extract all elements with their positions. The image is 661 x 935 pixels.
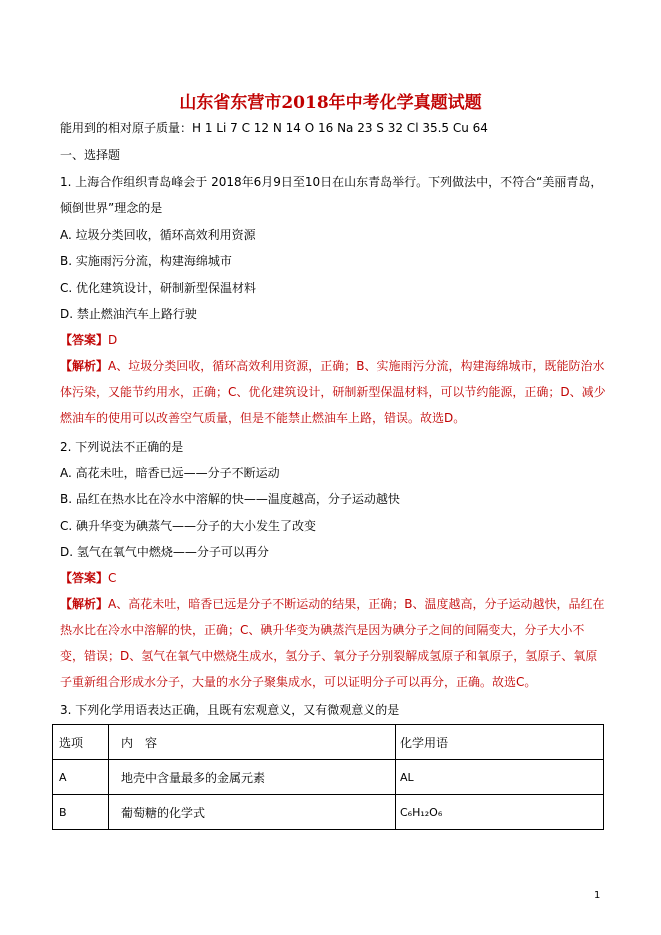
q3-table [52, 724, 604, 830]
table-header-content: 内 容 [109, 725, 396, 760]
q1-analysis-text: A、垃圾分类回收，循环高效利用资源，正确；B、实施雨污分流，构建海绵城市，既能防治水体污染，又能节约用水，正确；C、优化建筑设计，研制新型保温材料，可以节约能源，正确；D、减少燃油车的使用可以改善空气质量，但是不能禁止燃油车上路，错误。故选D。 [60, 359, 606, 425]
q1-option-d: D. 禁止燃油汽车上路行驶 [60, 307, 197, 321]
q1-stem-line1: 1. 上海合作组织青岛峰会于 2018年6月9日至10日在山东青岛举行。下列做法中，不符合“美丽青岛， [60, 175, 603, 189]
q1-analysis-tag: 【解析】 [60, 359, 109, 373]
table-cell-content: 地壳中含量最多的金属元素 [109, 760, 396, 795]
q1-analysis [60, 353, 608, 431]
q2-analysis [60, 591, 608, 695]
q1-answer-tag: 【答案】 [60, 333, 109, 347]
q2-option-b: B. 品红在热水比在冷水中溶解的快——温度越高，分子运动越快 [60, 492, 400, 506]
page-title: 山东省东营市2018年中考化学真题试题 [179, 93, 482, 113]
q2-option-c: C. 碘升华变为碘蒸气——分子的大小发生了改变 [60, 519, 317, 533]
q2-option-d: D. 氢气在氧气中燃烧——分子可以再分 [60, 545, 269, 559]
q1-stem-line2: 倾倒世界”理念的是 [60, 201, 163, 215]
q2-answer-tag: 【答案】 [60, 571, 109, 585]
q2-option-a: A. 高花未吐，暗香已远——分子不断运动 [60, 466, 280, 480]
q1-option-a: A. 垃圾分类回收，循环高效利用资源 [60, 228, 256, 242]
table-cell-notation: C₆H₁₂O₆ [396, 795, 604, 830]
q3-stem: 3. 下列化学用语表达正确，且既有宏观意义，又有微观意义的是 [60, 703, 400, 717]
section-heading: 一、选择题 [60, 148, 121, 162]
table-cell-content: 葡萄糖的化学式 [109, 795, 396, 830]
table-header-row [53, 725, 604, 760]
table-cell-option: A [53, 760, 109, 795]
q2-answer [60, 570, 116, 586]
table-header-notation: 化学用语 [396, 725, 604, 760]
q2-analysis-text: A、高花未吐，暗香已远是分子不断运动的结果，正确；B、温度越高，分子运动越快，品红在热水比在冷水中溶解的快，正确；C、碘升华变为碘蒸汽是因为碘分子之间的间隔变大，分子大小不变，错误；D、氢气在氧气中燃烧生成水，氢分子、氧分子分别裂解成氢原子和氧原子，氢原子、氧原子重新组合形成水分子，大量的水分子聚集成水，可以证明分子可以再分，正确。故选C。 [60, 597, 605, 689]
q2-stem: 2. 下列说法不正确的是 [60, 440, 184, 454]
atomic-mass-line: 能用到的相对原子质量：H 1 Li 7 C 12 N 14 O 16 Na 23 S 32 Cl 35.5 Cu 64 [60, 121, 488, 135]
q2-analysis-tag: 【解析】 [60, 597, 109, 611]
q1-answer [60, 332, 117, 348]
table-row [53, 760, 604, 795]
q1-option-c: C. 优化建筑设计，研制新型保温材料 [60, 281, 257, 295]
table-cell-option: B [53, 795, 109, 830]
table-cell-notation: AL [396, 760, 604, 795]
table-header-option: 选项 [53, 725, 109, 760]
page-number: 1 [594, 890, 601, 901]
table-row [53, 795, 604, 830]
q1-option-b: B. 实施雨污分流，构建海绵城市 [60, 254, 232, 268]
q2-answer-value: C [108, 571, 117, 585]
q1-answer-value: D [108, 333, 118, 347]
